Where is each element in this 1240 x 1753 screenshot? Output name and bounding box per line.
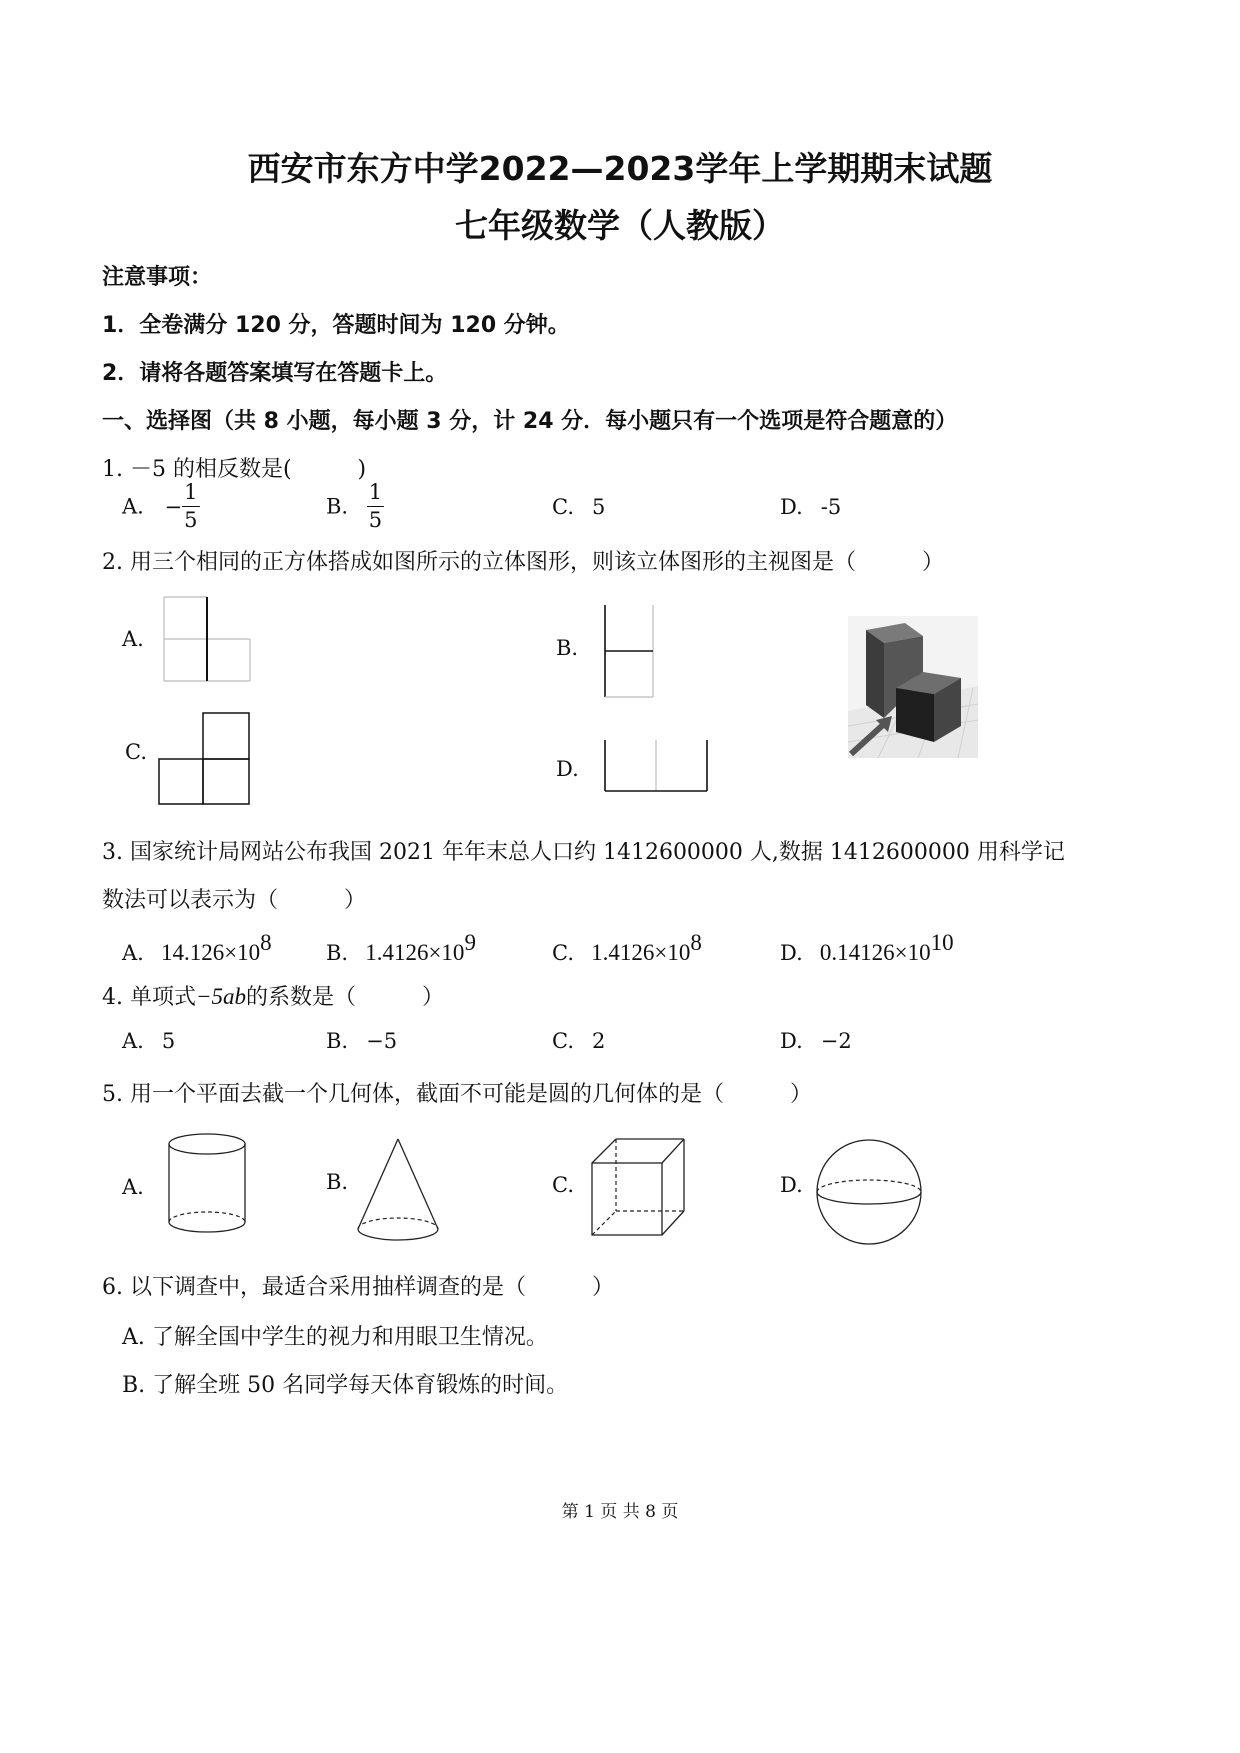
q1-d-text: -5	[820, 495, 842, 519]
note-item-2: 2．请将各题答案填写在答题卡上。	[102, 361, 448, 386]
q1-a-denominator: 5	[184, 508, 198, 532]
q2-c-label: C.	[125, 740, 147, 764]
q3-option-b	[326, 930, 476, 966]
q3-c-exponent: 8	[690, 930, 702, 955]
q3-c-label: C.	[552, 941, 574, 965]
q3-d-mantissa: 0.14126×10	[819, 940, 931, 965]
q1-b-numerator: 1	[367, 482, 384, 507]
q3-a-label: A.	[122, 941, 144, 965]
q4-b-label: B.	[326, 1029, 349, 1053]
q1-stem: 1. －5 的相反数是( )	[102, 457, 367, 482]
cubes-3d-illustration	[848, 616, 978, 758]
q1-c-label: C.	[552, 495, 574, 519]
q1-option-d	[780, 495, 841, 519]
q2-a-label: A.	[122, 627, 144, 651]
q4-option-a	[122, 1029, 175, 1053]
q1-option-b	[326, 482, 384, 531]
notes-heading: 注意事项：	[102, 265, 213, 290]
q1-a-label: A.	[122, 494, 144, 519]
q4-c-label: C.	[552, 1029, 574, 1053]
q2-b-figure	[602, 602, 658, 700]
q2-d-figure	[602, 737, 712, 795]
q3-option-d	[780, 930, 954, 966]
exam-title: 西安市东方中学2022—2023学年上学期期末试题	[247, 149, 993, 188]
q4-monomial: −5ab	[195, 984, 247, 1009]
q2-a-figure	[160, 593, 255, 685]
q5-stem: 5. 用一个平面去截一个几何体，截面不可能是圆的几何体的是（ ）	[102, 1082, 812, 1107]
q1-b-label: B.	[326, 494, 349, 519]
q2-stem: 2. 用三个相同的正方体搭成如图所示的立体图形，则该立体图形的主视图是（ ）	[102, 550, 944, 575]
q1-a-numerator: 1	[182, 482, 199, 507]
q1-d-label: D.	[780, 495, 803, 519]
q4-option-b	[326, 1029, 397, 1053]
q2-c-figure	[156, 710, 254, 808]
cone-figure	[352, 1135, 442, 1245]
q1-b-denominator: 5	[368, 508, 383, 532]
q4-stem-pre: 4. 单项式	[102, 985, 196, 1010]
q1-b-fraction	[367, 482, 384, 531]
q3-b-exponent: 9	[464, 930, 476, 955]
q3-d-exponent: 10	[930, 930, 954, 955]
q4-stem	[102, 980, 444, 1011]
q6-option-a: A. 了解全国中学生的视力和用眼卫生情况。	[122, 1325, 548, 1350]
note-item-1: 1．全卷满分 120 分，答题时间为 120 分钟。	[102, 313, 570, 338]
sphere-figure	[815, 1137, 925, 1249]
q3-stem-line2: 数法可以表示为（ ）	[102, 888, 367, 913]
q1-a-sign: −	[164, 494, 183, 519]
q2-b-label: B.	[556, 636, 579, 660]
exam-subtitle: 七年级数学（人教版）	[455, 206, 785, 245]
q3-a-exponent: 8	[260, 930, 272, 955]
q4-stem-post: 的系数是（ ）	[246, 985, 445, 1010]
q4-a-text: 5	[161, 1029, 176, 1053]
q3-b-label: B.	[326, 941, 349, 965]
q6-option-b: B. 了解全班 50 名同学每天体育锻炼的时间。	[122, 1373, 569, 1398]
q4-d-label: D.	[780, 1029, 803, 1053]
q3-option-c	[552, 930, 702, 966]
section-heading: 一、选择图（共 8 小题，每小题 3 分，计 24 分．每小题只有一个选项是符合题意的）	[102, 409, 958, 434]
q1-a-fraction	[182, 482, 199, 531]
q4-b-text: −5	[366, 1029, 398, 1053]
q5-c-label: C.	[552, 1173, 574, 1197]
q5-d-label: D.	[780, 1173, 803, 1197]
q4-option-d	[780, 1029, 852, 1053]
q3-stem-line1: 3. 国家统计局网站公布我国 2021 年年末总人口约 1412600000 人,数据 1412600000 用科学记	[102, 840, 1065, 865]
q3-option-a	[122, 930, 272, 966]
q4-a-label: A.	[122, 1029, 144, 1053]
q5-a-label: A.	[122, 1175, 144, 1199]
q3-a-mantissa: 14.126×10	[160, 940, 261, 965]
q3-c-mantissa: 1.4126×10	[591, 940, 691, 965]
q4-d-text: −2	[820, 1029, 852, 1053]
q5-b-label: B.	[326, 1170, 349, 1194]
cylinder-figure	[165, 1130, 255, 1240]
page-footer: 第 1 页 共 8 页	[561, 1502, 679, 1522]
q3-d-label: D.	[780, 941, 803, 965]
q3-b-mantissa: 1.4126×10	[365, 940, 465, 965]
q6-stem: 6. 以下调查中，最适合采用抽样调查的是（ ）	[102, 1275, 614, 1300]
cube-figure	[588, 1135, 688, 1241]
q1-option-a	[122, 482, 200, 531]
q4-option-c	[552, 1029, 605, 1053]
q1-option-c	[552, 495, 605, 519]
q1-c-text: 5	[592, 495, 606, 519]
q2-d-label: D.	[556, 757, 579, 781]
q4-c-text: 2	[592, 1029, 606, 1053]
